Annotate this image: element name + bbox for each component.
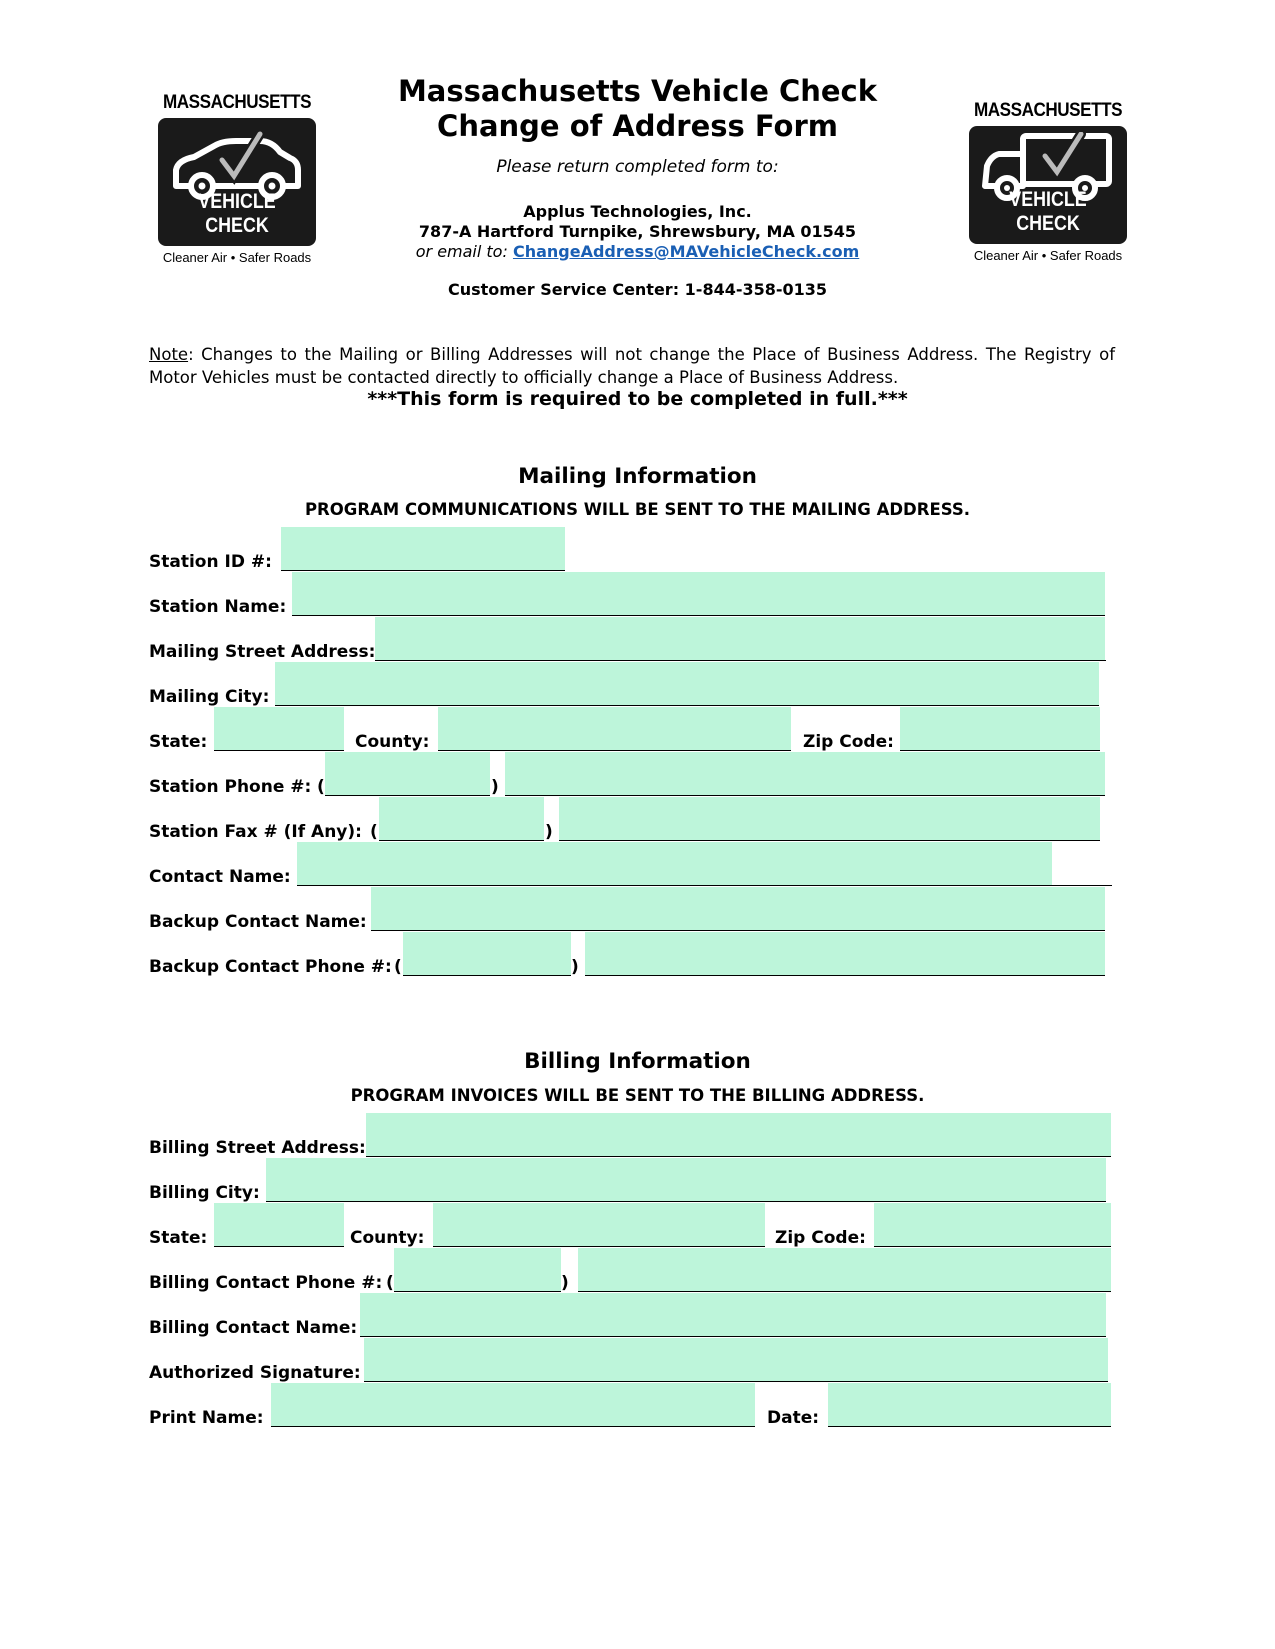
email-line bbox=[0, 242, 1275, 261]
underline bbox=[375, 660, 1106, 661]
underline bbox=[366, 1156, 1111, 1157]
close-paren: ) bbox=[491, 777, 499, 797]
billing-contact-name-field[interactable] bbox=[360, 1293, 1106, 1337]
underline bbox=[371, 930, 1105, 931]
note-text: : Changes to the Mailing or Billing Addresses will not change the Place of Business Address. The Registry of Motor Vehicles must be contacted directly to officially change a Place of Business Address. bbox=[149, 345, 1115, 387]
logo-top-text: MASSACHUSETTS bbox=[162, 92, 312, 113]
station-phone-label: Station Phone #: bbox=[149, 777, 312, 797]
logo-badge-text: VEHICLE CHECK bbox=[1009, 188, 1087, 235]
underline bbox=[585, 975, 1105, 976]
station-id-field[interactable] bbox=[281, 527, 565, 571]
mailing-subheading: PROGRAM COMMUNICATIONS WILL BE SENT TO THE MAILING ADDRESS. bbox=[304, 500, 971, 519]
backup-contact-name-label: Backup Contact Name: bbox=[149, 912, 367, 932]
backup-contact-phone-label: Backup Contact Phone #: bbox=[149, 957, 392, 977]
billing-zip-field[interactable] bbox=[874, 1203, 1111, 1247]
underline bbox=[403, 975, 571, 976]
logo-tagline: Cleaner Air • Safer Roads bbox=[973, 248, 1123, 263]
underline bbox=[828, 1426, 1111, 1427]
open-paren: ( bbox=[394, 957, 402, 977]
station-name-label: Station Name: bbox=[149, 597, 287, 617]
mailing-state-field[interactable] bbox=[214, 707, 344, 751]
station-fax-label: Station Fax # (If Any): bbox=[149, 822, 362, 842]
billing-street-field[interactable] bbox=[366, 1113, 1111, 1157]
mailing-city-field[interactable] bbox=[275, 662, 1099, 706]
open-paren: ( bbox=[370, 822, 378, 842]
authorized-signature-field[interactable] bbox=[364, 1338, 1108, 1382]
customer-service: Customer Service Center: 1-844-358-0135 bbox=[447, 280, 828, 299]
email-link[interactable]: ChangeAddress@MAVehicleCheck.com bbox=[512, 242, 860, 261]
mailing-heading: Mailing Information bbox=[518, 464, 757, 489]
email-prefix: or email to: bbox=[415, 242, 508, 261]
underline bbox=[297, 885, 1112, 886]
open-paren: ( bbox=[386, 1273, 394, 1293]
close-paren: ) bbox=[545, 822, 553, 842]
company-name: Applus Technologies, Inc. bbox=[523, 202, 752, 221]
station-phone-number-field[interactable] bbox=[505, 752, 1105, 796]
form-title-line2: Change of Address Form bbox=[437, 109, 838, 143]
backup-contact-name-field[interactable] bbox=[371, 887, 1105, 931]
underline bbox=[325, 795, 490, 796]
logo-tagline: Cleaner Air • Safer Roads bbox=[162, 250, 312, 265]
underline bbox=[275, 705, 1099, 706]
underline bbox=[900, 750, 1100, 751]
open-paren: ( bbox=[317, 777, 325, 797]
billing-subheading: PROGRAM INVOICES WILL BE SENT TO THE BILLING ADDRESS. bbox=[350, 1086, 925, 1105]
underline bbox=[578, 1291, 1111, 1292]
billing-city-label: Billing City: bbox=[149, 1183, 260, 1203]
billing-county-field[interactable] bbox=[433, 1203, 765, 1247]
underline bbox=[214, 750, 344, 751]
print-name-field[interactable] bbox=[271, 1383, 755, 1427]
station-name-field[interactable] bbox=[292, 572, 1105, 616]
underline bbox=[874, 1246, 1111, 1247]
logo-badge-text: VEHICLE CHECK bbox=[198, 190, 276, 237]
backup-phone-number-field[interactable] bbox=[585, 932, 1105, 976]
station-id-label: Station ID #: bbox=[149, 552, 272, 572]
underline bbox=[438, 750, 791, 751]
billing-phone-area-field[interactable] bbox=[394, 1248, 561, 1292]
billing-county-label: County: bbox=[350, 1228, 425, 1248]
mailing-street-label: Mailing Street Address: bbox=[149, 642, 376, 662]
underline bbox=[266, 1201, 1106, 1202]
contact-name-field[interactable] bbox=[297, 842, 1052, 886]
station-phone-area-field[interactable] bbox=[325, 752, 490, 796]
date-field[interactable] bbox=[828, 1383, 1111, 1427]
billing-heading: Billing Information bbox=[524, 1049, 751, 1074]
form-title-line1: Massachusetts Vehicle Check bbox=[397, 74, 878, 108]
mailing-county-label: County: bbox=[355, 732, 430, 752]
backup-phone-area-field[interactable] bbox=[403, 932, 571, 976]
mailing-county-field[interactable] bbox=[438, 707, 791, 751]
mailing-city-label: Mailing City: bbox=[149, 687, 270, 707]
underline bbox=[292, 615, 1105, 616]
authorized-signature-label: Authorized Signature: bbox=[149, 1363, 361, 1383]
required-notice: ***This form is required to be completed in full.*** bbox=[367, 388, 908, 410]
underline bbox=[271, 1426, 755, 1427]
close-paren: ) bbox=[561, 1273, 569, 1293]
mailing-state-label: State: bbox=[149, 732, 208, 752]
note-paragraph bbox=[149, 343, 1115, 389]
mailing-zip-label: Zip Code: bbox=[803, 732, 894, 752]
underline bbox=[214, 1246, 344, 1247]
mailing-street-field[interactable] bbox=[375, 617, 1105, 661]
underline bbox=[505, 795, 1105, 796]
underline bbox=[364, 1381, 1108, 1382]
company-address: 787-A Hartford Turnpike, Shrewsbury, MA 01545 bbox=[418, 222, 857, 241]
note-label: Note bbox=[149, 345, 189, 364]
contact-name-label: Contact Name: bbox=[149, 867, 291, 887]
underline bbox=[379, 840, 544, 841]
station-fax-number-field[interactable] bbox=[559, 797, 1100, 841]
underline bbox=[394, 1291, 561, 1292]
station-fax-area-field[interactable] bbox=[379, 797, 544, 841]
return-text: Please return completed form to: bbox=[496, 157, 779, 177]
billing-city-field[interactable] bbox=[266, 1158, 1106, 1202]
billing-contact-phone-label: Billing Contact Phone #: bbox=[149, 1273, 383, 1293]
underline bbox=[433, 1246, 765, 1247]
billing-phone-number-field[interactable] bbox=[578, 1248, 1111, 1292]
date-label: Date: bbox=[767, 1408, 820, 1428]
billing-contact-name-label: Billing Contact Name: bbox=[149, 1318, 358, 1338]
mailing-zip-field[interactable] bbox=[900, 707, 1100, 751]
logo-top-text: MASSACHUSETTS bbox=[973, 100, 1123, 121]
billing-zip-label: Zip Code: bbox=[775, 1228, 866, 1248]
billing-street-label: Billing Street Address: bbox=[149, 1138, 366, 1158]
billing-state-field[interactable] bbox=[214, 1203, 344, 1247]
underline bbox=[360, 1336, 1106, 1337]
underline bbox=[559, 840, 1100, 841]
billing-state-label: State: bbox=[149, 1228, 208, 1248]
close-paren: ) bbox=[571, 957, 579, 977]
print-name-label: Print Name: bbox=[149, 1408, 264, 1428]
underline bbox=[281, 570, 565, 571]
